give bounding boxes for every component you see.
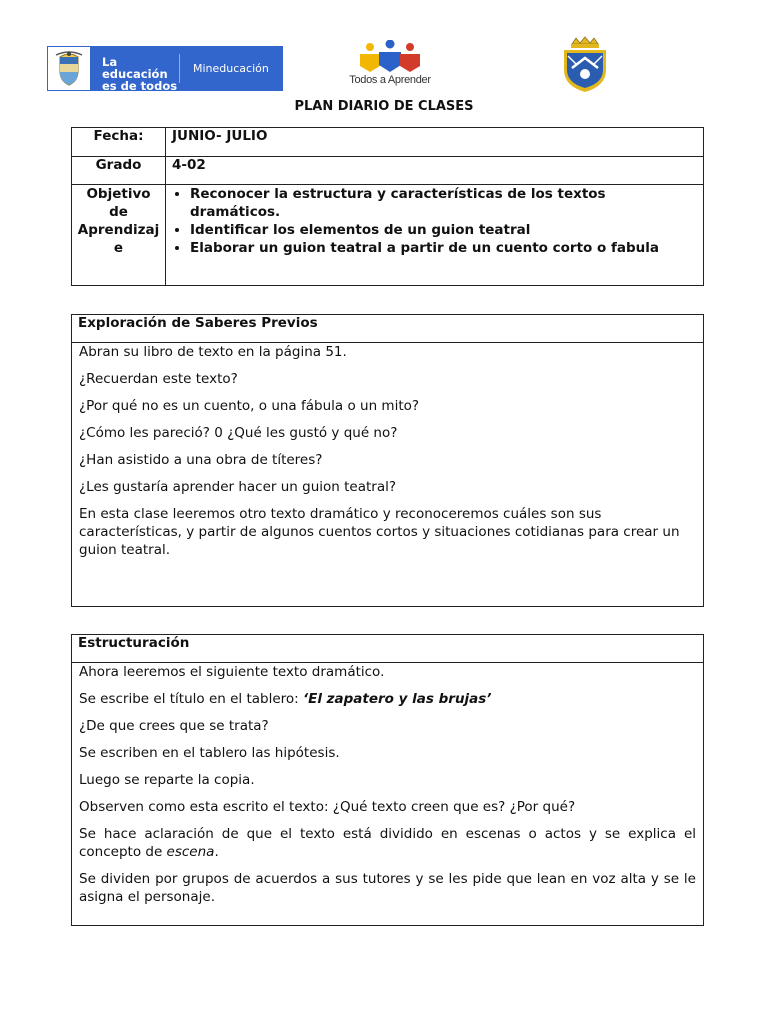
exploracion-line: ¿Han asistido a una obra de títeres? xyxy=(79,452,323,468)
objetivo-item: • Elaborar un guion teatral a partir de un cuento corto o fabula xyxy=(190,239,697,257)
aprender-figures-icon xyxy=(348,40,432,76)
title-prefix: Se escribe el título en el tablero: xyxy=(79,691,303,707)
fecha-label: Fecha: xyxy=(72,128,166,157)
slogan-line-2: es de todos xyxy=(102,79,178,93)
estructuracion-body xyxy=(72,663,703,906)
estructuracion-section xyxy=(71,634,704,926)
slogan-line-1: La educación xyxy=(102,55,168,81)
objetivo-row xyxy=(72,185,704,286)
exploracion-body xyxy=(72,343,703,559)
objetivo-item: • Reconocer la estructura y características de los textos dramáticos. xyxy=(190,185,697,221)
escena-suffix: . xyxy=(214,844,219,860)
estructuracion-line xyxy=(79,690,696,708)
objetivo-label-part: Objetivo xyxy=(86,186,151,202)
grado-label: Grado xyxy=(72,157,166,185)
estructuracion-line: Ahora leeremos el siguiente texto dramático. xyxy=(79,664,385,680)
exploracion-line: ¿Cómo les pareció? 0 ¿Qué les gustó y qué no? xyxy=(79,425,398,441)
escena-prefix: Se hace aclaración de que el texto está dividido en escenas o actos y se explica el concepto de xyxy=(79,826,696,860)
objetivo-label-part: de xyxy=(109,204,128,220)
estructuracion-line: Observen como esta escrito el texto: ¿Qué texto creen que es? ¿Por qué? xyxy=(79,799,576,815)
grado-value: 4-02 xyxy=(166,157,704,185)
exploracion-line: ¿Recuerdan este texto? xyxy=(79,371,238,387)
page-title: PLAN DIARIO DE CLASES xyxy=(294,99,474,114)
objetivo-label xyxy=(72,185,166,286)
estructuracion-line xyxy=(79,825,696,861)
objetivo-item: • Identificar los elementos de un guion teatral xyxy=(190,221,697,239)
exploracion-line: Abran su libro de texto en la página 51. xyxy=(79,344,347,360)
exploracion-line: ¿Les gustaría aprender hacer un guion teatral? xyxy=(79,479,397,495)
objetivo-label-part: Aprendizaj xyxy=(77,222,160,238)
exploracion-heading: Exploración de Saberes Previos xyxy=(72,315,703,343)
objetivos-cell xyxy=(166,185,704,286)
colombia-crest-icon xyxy=(47,46,91,91)
mineducacion-logo xyxy=(47,46,283,91)
estructuracion-line: Se escriben en el tablero las hipótesis. xyxy=(79,745,340,761)
objetivos-list xyxy=(172,185,697,257)
grado-row xyxy=(72,157,704,185)
fecha-row xyxy=(72,128,704,157)
objetivo-label-part: e xyxy=(113,240,124,256)
estructuracion-heading: Estructuración xyxy=(72,635,703,663)
plan-info-table xyxy=(71,127,704,286)
exploracion-line: En esta clase leeremos otro texto dramático y reconoceremos cuáles son sus características, y partir de algunos cuentos cortos y situaciones cotidianas para crear un guion teatral. xyxy=(79,506,680,558)
ministry-slogan xyxy=(91,46,179,91)
todos-a-aprender-logo xyxy=(348,40,432,92)
estructuracion-line: Se dividen por grupos de acuerdos a sus tutores y se les pide que lean en voz alta y se le asigna el personaje. xyxy=(79,871,696,905)
school-shield-icon xyxy=(558,36,612,94)
fecha-value: JUNIO- JULIO xyxy=(166,128,704,157)
document-header xyxy=(0,0,768,100)
escena-term: escena xyxy=(166,844,215,860)
story-title: ‘El zapatero y las brujas’ xyxy=(302,691,492,707)
estructuracion-line: Luego se reparte la copia. xyxy=(79,772,255,788)
exploracion-section xyxy=(71,314,704,607)
program-tagline: Todos a Aprender xyxy=(349,74,431,86)
ministry-brand: Mineducación xyxy=(193,62,269,75)
exploracion-line: ¿Por qué no es un cuento, o una fábula o un mito? xyxy=(79,398,420,414)
estructuracion-line: ¿De que crees que se trata? xyxy=(79,718,269,734)
